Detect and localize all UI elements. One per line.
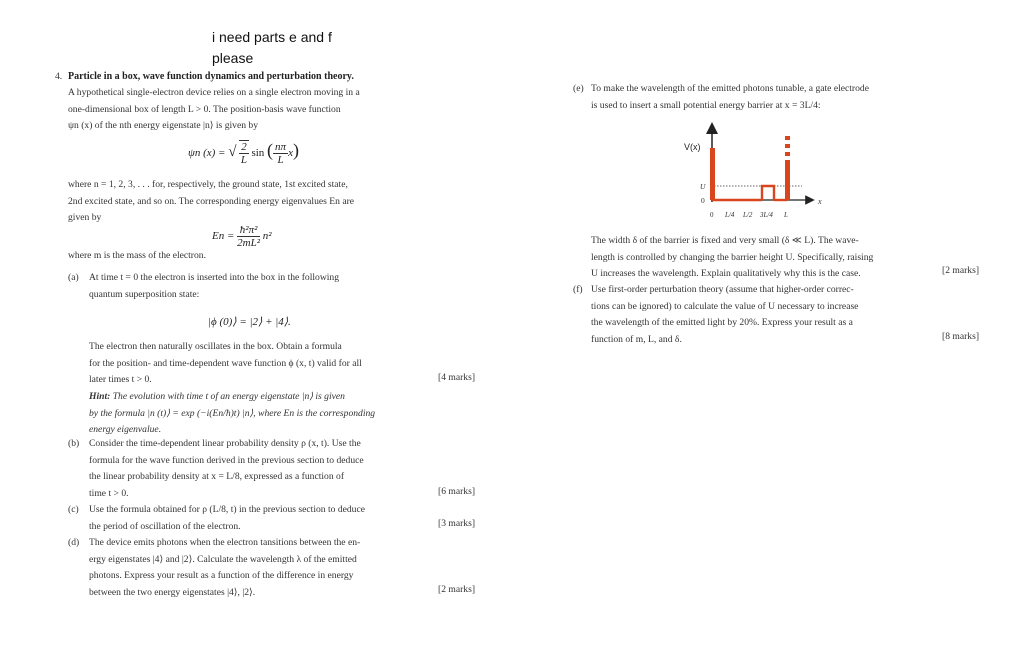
part-d-marks: [2 marks] [438, 584, 476, 595]
text-line: between the two energy eigenstates |4⟩, |2⟩. [89, 586, 256, 598]
part-c-text [89, 502, 419, 535]
part-e-after [591, 233, 931, 283]
x-tick-label: L [784, 211, 788, 219]
question-number: 4. [55, 71, 63, 82]
text-line: photons. Express your result as a function of the difference in energy [89, 570, 354, 582]
hint-label: Hint: [89, 391, 111, 402]
energy-equation [212, 224, 272, 249]
energy-lhs: En = [212, 230, 238, 243]
left-wall [710, 148, 715, 200]
part-f-label: (f) [573, 284, 583, 295]
part-e-label: (e) [573, 83, 584, 94]
part-f-marks: [8 marks] [942, 331, 980, 342]
request-note-line1: i need parts e and f [212, 29, 332, 45]
zero-label: 0 [701, 196, 705, 205]
text-line: Use first-order perturbation theory (assume that higher-order correc- [591, 284, 854, 295]
text-line: length is controlled by changing the barrier height U. Specifically, raising [591, 251, 874, 263]
text-line: the wavelength of the emitted light by 20%. Express your result as a [591, 317, 853, 329]
text-line: time t > 0. [89, 487, 129, 499]
text-line: The width δ of the barrier is fixed and very small (δ ≪ L). The wave- [591, 235, 859, 246]
part-a-label: (a) [68, 272, 79, 283]
u-label: U [700, 182, 706, 191]
part-d-text [89, 535, 419, 601]
hint-line: by the formula |n (t)⟩ = exp (−i(En/ħ)t) |n⟩, where En is the corresponding [89, 407, 376, 419]
sin-fn: sin [251, 147, 265, 159]
initial-state-equation: |ϕ (0)⟩ = |2⟩ + |4⟩. [208, 316, 291, 328]
part-d-label: (d) [68, 537, 80, 548]
text-line: given by [68, 212, 102, 224]
arg-den: L [277, 153, 284, 166]
frac-den: L [240, 154, 248, 167]
arg-num: nπ [275, 140, 287, 153]
part-a-marks: [4 marks] [438, 372, 476, 383]
part-e-text [591, 81, 931, 114]
x-axis-label: x [818, 197, 822, 206]
right-wall [785, 160, 790, 200]
wavefunction-equation: ψn (x) = √ $\frac{2}{L}$ sin ( $\frac{n\pi}{L}$ x) [188, 140, 299, 167]
text-line: tions can be ignored) to calculate the value of U necessary to increase [591, 300, 859, 312]
hint-line: The evolution with time t of an energy eigenstate |n⟩ is given [110, 391, 345, 402]
intro-line: ψn (x) of the nth energy eigenstate |n⟩ is given by [68, 120, 258, 132]
x-tick-label: L/4 [725, 211, 735, 219]
text-line: The device emits photons when the electron tansitions between the en- [89, 537, 361, 548]
request-note-line2: please [212, 50, 254, 66]
x-tick-label: L/2 [743, 211, 753, 219]
hint-line: energy eigenvalue. [89, 424, 162, 436]
after-energy-text: where m is the mass of the electron. [68, 250, 206, 261]
text-line: function of m, L, and δ. [591, 333, 682, 345]
potential-barrier [762, 186, 774, 200]
part-a-follow [89, 339, 419, 389]
part-a-hint [89, 389, 429, 439]
x-tick-label: 3L/4 [760, 211, 773, 219]
text-line: To make the wavelength of the emitted photons tunable, a gate electrode [591, 83, 869, 94]
text-line: the period of oscillation of the electron. [89, 520, 241, 532]
text-line: ergy eigenstates |4⟩ and |2⟩. Calculate the wavelength λ of the emitted [89, 553, 357, 565]
part-e-marks: [2 marks] [942, 265, 980, 276]
text-line: is used to insert a small potential energy barrier at x = 3L/4: [591, 99, 821, 111]
question-title: Particle in a box, wave function dynamics and perturbation theory. [68, 71, 354, 82]
after-wave-text [68, 177, 418, 227]
text-line: The electron then naturally oscillates in the box. Obtain a formula [89, 341, 342, 352]
text-line: for the position- and time-dependent wave function ϕ (x, t) valid for all [89, 357, 362, 369]
sqrt-symbol: √ [228, 144, 237, 160]
part-f-text [591, 282, 931, 348]
text-line: Use the formula obtained for ρ (L/8, t) in the previous section to deduce [89, 504, 365, 515]
sqrt-fraction [239, 140, 249, 166]
arg-x: x [288, 147, 293, 159]
part-b-text [89, 436, 419, 502]
part-c-marks: [3 marks] [438, 518, 476, 529]
part-b-label: (b) [68, 438, 80, 449]
text-line: later times t > 0. [89, 374, 152, 386]
x-tick-label: 0 [710, 211, 714, 219]
text-line: Consider the time-dependent linear probability density ρ (x, t). Use the [89, 438, 361, 449]
text-line: formula for the wave function derived in the previous section to deduce [89, 454, 364, 466]
energy-n: n² [262, 230, 272, 243]
intro-line: A hypothetical single-electron device relies on a single electron moving in a [68, 87, 360, 98]
right-wall-dash [785, 152, 790, 156]
text-line: the linear probability density at x = L/8, expressed as a function of [89, 471, 345, 483]
text-line: U increases the wavelength. Explain qualitatively why this is the case. [591, 268, 861, 280]
energy-fraction [237, 224, 260, 249]
arg-fraction [273, 141, 288, 166]
part-a-text [89, 270, 419, 303]
energy-den: 2mL² [237, 237, 261, 249]
potential-diagram [670, 118, 840, 224]
question-intro [68, 85, 418, 135]
y-axis-label: V(x) [684, 142, 701, 152]
frac-num: 2 [241, 141, 247, 154]
part-c-label: (c) [68, 504, 79, 515]
text-line: At time t = 0 the electron is inserted into the box in the following [89, 272, 340, 283]
wf-lhs: ψn (x) = [188, 147, 229, 159]
right-wall-dash [785, 144, 790, 148]
right-wall-dash [785, 136, 790, 140]
energy-num: ħ²π² [237, 224, 260, 237]
text-line: 2nd excited state, and so on. The corresponding energy eigenvalues En are [68, 195, 355, 207]
intro-line: one-dimensional box of length L > 0. The position-basis wave function [68, 103, 341, 115]
part-b-marks: [6 marks] [438, 486, 476, 497]
text-line: quantum superposition state: [89, 288, 200, 300]
text-line: where n = 1, 2, 3, . . . for, respectively, the ground state, 1st excited state, [68, 179, 348, 190]
